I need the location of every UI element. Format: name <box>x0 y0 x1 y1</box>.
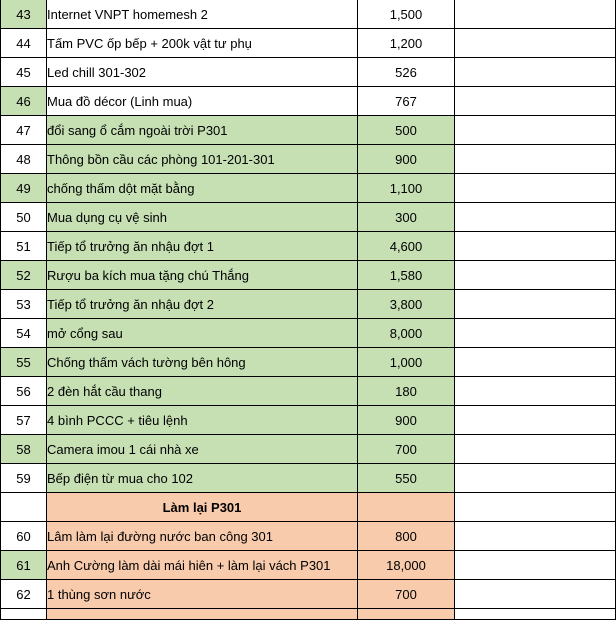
item-name-cell[interactable]: Tiếp tổ trưởng ăn nhậu đợt 2 <box>47 290 358 319</box>
item-name-cell[interactable]: Led chill 301-302 <box>47 58 358 87</box>
row-number-cell[interactable]: 54 <box>1 319 47 348</box>
amount-cell[interactable]: 1,100 <box>358 174 455 203</box>
row-number-cell[interactable]: 44 <box>1 29 47 58</box>
item-name-cell[interactable]: Anh Cường làm dài mái hiên + làm lại vách P301 <box>47 551 358 580</box>
amount-cell[interactable]: 8,000 <box>358 319 455 348</box>
item-name-cell[interactable]: Tiếp tổ trưởng ăn nhậu đợt 1 <box>47 232 358 261</box>
empty-cell[interactable] <box>455 116 616 145</box>
amount-cell[interactable]: 4,600 <box>358 232 455 261</box>
empty-cell[interactable] <box>455 58 616 87</box>
row-number-cell[interactable] <box>1 493 47 522</box>
row-number-cell[interactable]: 47 <box>1 116 47 145</box>
amount-cell[interactable]: 1,500 <box>358 0 455 29</box>
empty-cell[interactable] <box>47 609 358 620</box>
table-row <box>1 29 616 58</box>
empty-cell[interactable] <box>455 377 616 406</box>
table-row <box>1 290 616 319</box>
empty-cell[interactable] <box>455 319 616 348</box>
item-name-cell[interactable]: Bếp điện từ mua cho 102 <box>47 464 358 493</box>
amount-cell[interactable]: 1,000 <box>358 348 455 377</box>
empty-cell[interactable] <box>455 232 616 261</box>
empty-cell[interactable] <box>1 609 47 620</box>
empty-cell[interactable] <box>455 87 616 116</box>
row-number-cell[interactable]: 61 <box>1 551 47 580</box>
row-number-cell[interactable]: 48 <box>1 145 47 174</box>
empty-cell[interactable] <box>455 145 616 174</box>
amount-cell[interactable]: 767 <box>358 87 455 116</box>
amount-cell[interactable]: 180 <box>358 377 455 406</box>
item-name-cell[interactable]: 2 đèn hắt cầu thang <box>47 377 358 406</box>
empty-cell[interactable] <box>455 261 616 290</box>
table-row <box>1 464 616 493</box>
row-number-cell[interactable]: 52 <box>1 261 47 290</box>
row-number-cell[interactable]: 45 <box>1 58 47 87</box>
amount-cell[interactable]: 550 <box>358 464 455 493</box>
empty-cell[interactable] <box>455 0 616 29</box>
row-number-cell[interactable]: 49 <box>1 174 47 203</box>
table-row <box>1 261 616 290</box>
row-number-cell[interactable]: 60 <box>1 522 47 551</box>
row-number-cell[interactable]: 58 <box>1 435 47 464</box>
amount-cell[interactable]: 500 <box>358 116 455 145</box>
empty-cell[interactable] <box>455 406 616 435</box>
empty-cell[interactable] <box>455 435 616 464</box>
row-number-cell[interactable]: 46 <box>1 87 47 116</box>
section-title-cell[interactable]: Làm lại P301 <box>47 493 358 522</box>
table-row <box>1 377 616 406</box>
amount-cell[interactable]: 700 <box>358 580 455 609</box>
table-row <box>1 145 616 174</box>
item-name-cell[interactable]: Mua đồ décor (Linh mua) <box>47 87 358 116</box>
table-row <box>1 58 616 87</box>
empty-cell[interactable] <box>455 493 616 522</box>
empty-cell[interactable] <box>455 609 616 620</box>
empty-cell[interactable] <box>455 580 616 609</box>
row-number-cell[interactable]: 51 <box>1 232 47 261</box>
table-row-partial <box>1 609 616 620</box>
table-row <box>1 203 616 232</box>
amount-cell[interactable]: 700 <box>358 435 455 464</box>
amount-cell[interactable]: 300 <box>358 203 455 232</box>
amount-cell[interactable]: 1,580 <box>358 261 455 290</box>
amount-cell[interactable]: 18,000 <box>358 551 455 580</box>
table-row <box>1 551 616 580</box>
amount-cell[interactable]: 526 <box>358 58 455 87</box>
empty-cell[interactable] <box>455 29 616 58</box>
empty-cell[interactable] <box>455 174 616 203</box>
row-number-cell[interactable]: 55 <box>1 348 47 377</box>
empty-cell[interactable] <box>358 609 455 620</box>
item-name-cell[interactable]: Camera imou 1 cái nhà xe <box>47 435 358 464</box>
item-name-cell[interactable]: Chống thấm vách tường bên hông <box>47 348 358 377</box>
item-name-cell[interactable]: Tấm PVC ốp bếp + 200k vật tư phụ <box>47 29 358 58</box>
row-number-cell[interactable]: 56 <box>1 377 47 406</box>
item-name-cell[interactable]: chống thấm dột mặt bằng <box>47 174 358 203</box>
table-row <box>1 435 616 464</box>
item-name-cell[interactable]: đổi sang ổ cắm ngoài trời P301 <box>47 116 358 145</box>
table-row <box>1 348 616 377</box>
amount-cell[interactable]: 1,200 <box>358 29 455 58</box>
empty-cell[interactable] <box>455 551 616 580</box>
table-row <box>1 319 616 348</box>
table-row <box>1 87 616 116</box>
empty-cell[interactable] <box>455 290 616 319</box>
table-row <box>1 116 616 145</box>
item-name-cell[interactable]: 1 thùng sơn nước <box>47 580 358 609</box>
item-name-cell[interactable]: mở cổng sau <box>47 319 358 348</box>
section-header-row <box>1 493 616 522</box>
row-number-cell[interactable]: 59 <box>1 464 47 493</box>
item-name-cell[interactable]: Internet VNPT homemesh 2 <box>47 0 358 29</box>
row-number-cell[interactable]: 62 <box>1 580 47 609</box>
table-row <box>1 174 616 203</box>
table-row <box>1 522 616 551</box>
table-row <box>1 232 616 261</box>
empty-cell[interactable] <box>455 348 616 377</box>
table-row <box>1 406 616 435</box>
item-name-cell[interactable]: Thông bồn cầu các phòng 101-201-301 <box>47 145 358 174</box>
empty-cell[interactable] <box>455 464 616 493</box>
row-number-cell[interactable]: 43 <box>1 0 47 29</box>
table-row <box>1 0 616 29</box>
amount-cell[interactable]: 800 <box>358 522 455 551</box>
amount-cell[interactable] <box>358 493 455 522</box>
item-name-cell[interactable]: Rượu ba kích mua tặng chú Thắng <box>47 261 358 290</box>
row-number-cell[interactable]: 50 <box>1 203 47 232</box>
row-number-cell[interactable]: 57 <box>1 406 47 435</box>
spreadsheet-body <box>1 0 616 620</box>
row-number-cell[interactable]: 53 <box>1 290 47 319</box>
empty-cell[interactable] <box>455 203 616 232</box>
item-name-cell[interactable]: Lâm làm lại đường nước ban công 301 <box>47 522 358 551</box>
amount-cell[interactable]: 900 <box>358 145 455 174</box>
item-name-cell[interactable]: 4 bình PCCC + tiêu lệnh <box>47 406 358 435</box>
table-row <box>1 580 616 609</box>
amount-cell[interactable]: 3,800 <box>358 290 455 319</box>
empty-cell[interactable] <box>455 522 616 551</box>
item-name-cell[interactable]: Mua dụng cụ vệ sinh <box>47 203 358 232</box>
amount-cell[interactable]: 900 <box>358 406 455 435</box>
